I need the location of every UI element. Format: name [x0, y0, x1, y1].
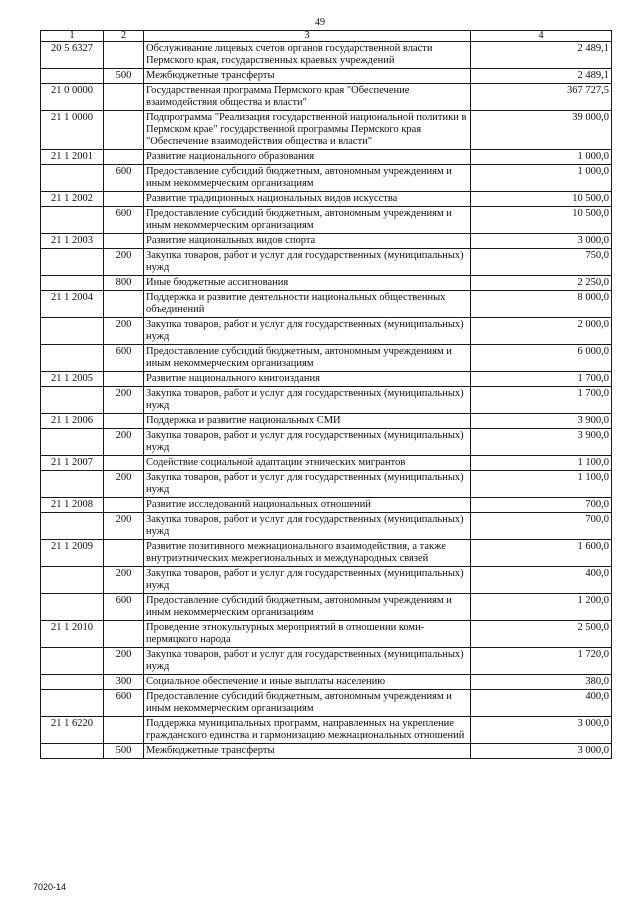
description-cell: Закупка товаров, работ и услуг для государственных (муниципальных) нужд: [144, 429, 471, 456]
expense-type-cell: 800: [104, 276, 144, 291]
expense-type-cell: [104, 717, 144, 744]
description-cell: Закупка товаров, работ и услуг для государственных (муниципальных) нужд: [144, 249, 471, 276]
header-col-3: 3: [144, 31, 471, 42]
table-body: [41, 42, 612, 759]
code-cell: [41, 207, 104, 234]
code-cell: 21 1 6220: [41, 717, 104, 744]
expense-type-cell: 600: [104, 594, 144, 621]
expense-type-cell: 200: [104, 318, 144, 345]
code-cell: 21 1 2004: [41, 291, 104, 318]
code-cell: [41, 276, 104, 291]
table-row: [41, 594, 612, 621]
code-cell: [41, 429, 104, 456]
table-row: [41, 291, 612, 318]
code-cell: 21 1 2002: [41, 192, 104, 207]
amount-cell: 3 000,0: [471, 234, 612, 249]
expense-type-cell: 600: [104, 207, 144, 234]
description-cell: Поддержка и развитие национальных СМИ: [144, 414, 471, 429]
amount-cell: 1 000,0: [471, 165, 612, 192]
code-cell: [41, 69, 104, 84]
table-row: [41, 387, 612, 414]
table-row: [41, 567, 612, 594]
expense-type-cell: [104, 540, 144, 567]
expense-type-cell: 200: [104, 429, 144, 456]
header-col-4: 4: [471, 31, 612, 42]
table-row: [41, 150, 612, 165]
expense-type-cell: 300: [104, 675, 144, 690]
expense-type-cell: 200: [104, 648, 144, 675]
amount-cell: 3 000,0: [471, 717, 612, 744]
expense-type-cell: 600: [104, 165, 144, 192]
table-row: [41, 276, 612, 291]
code-cell: 21 1 2010: [41, 621, 104, 648]
table-row: [41, 42, 612, 69]
amount-cell: 367 727,5: [471, 84, 612, 111]
amount-cell: 39 000,0: [471, 111, 612, 150]
code-cell: 21 1 2008: [41, 498, 104, 513]
table-row: [41, 621, 612, 648]
description-cell: Развитие национального книгоиздания: [144, 372, 471, 387]
table-row: [41, 513, 612, 540]
code-cell: [41, 387, 104, 414]
amount-cell: 750,0: [471, 249, 612, 276]
code-cell: 21 1 2007: [41, 456, 104, 471]
expense-type-cell: 600: [104, 345, 144, 372]
code-cell: 21 1 2001: [41, 150, 104, 165]
expense-type-cell: [104, 291, 144, 318]
description-cell: Предоставление субсидий бюджетным, автономным учреждениям и иным некоммерческим организациям: [144, 345, 471, 372]
amount-cell: 1 600,0: [471, 540, 612, 567]
table-row: [41, 69, 612, 84]
table-row: [41, 84, 612, 111]
description-cell: Предоставление субсидий бюджетным, автономным учреждениям и иным некоммерческим организациям: [144, 690, 471, 717]
description-cell: Закупка товаров, работ и услуг для государственных (муниципальных) нужд: [144, 471, 471, 498]
expense-type-cell: 200: [104, 567, 144, 594]
amount-cell: 10 500,0: [471, 207, 612, 234]
expense-type-cell: [104, 372, 144, 387]
table-header: [41, 31, 612, 42]
table-row: [41, 249, 612, 276]
amount-cell: 1 000,0: [471, 150, 612, 165]
amount-cell: 1 100,0: [471, 456, 612, 471]
expense-type-cell: 500: [104, 744, 144, 759]
code-cell: 21 1 0000: [41, 111, 104, 150]
amount-cell: 700,0: [471, 498, 612, 513]
description-cell: Содействие социальной адаптации этнических мигрантов: [144, 456, 471, 471]
expense-type-cell: 200: [104, 387, 144, 414]
expense-type-cell: [104, 234, 144, 249]
table-row: [41, 414, 612, 429]
table-row: [41, 675, 612, 690]
table-row: [41, 372, 612, 387]
table-row: [41, 111, 612, 150]
description-cell: Развитие национального образования: [144, 150, 471, 165]
header-col-1: 1: [41, 31, 104, 42]
code-cell: [41, 249, 104, 276]
amount-cell: 1 700,0: [471, 372, 612, 387]
table-row: [41, 345, 612, 372]
code-cell: [41, 345, 104, 372]
description-cell: Поддержка муниципальных программ, направленных на укрепление гражданского единства и гармонизацию межнациональных отношений: [144, 717, 471, 744]
expense-type-cell: [104, 150, 144, 165]
expense-type-cell: [104, 192, 144, 207]
code-cell: 21 1 2003: [41, 234, 104, 249]
description-cell: Развитие традиционных национальных видов искусства: [144, 192, 471, 207]
table-row: [41, 318, 612, 345]
amount-cell: 380,0: [471, 675, 612, 690]
amount-cell: 2 000,0: [471, 318, 612, 345]
expense-type-cell: [104, 84, 144, 111]
amount-cell: 3 900,0: [471, 429, 612, 456]
description-cell: Закупка товаров, работ и услуг для государственных (муниципальных) нужд: [144, 567, 471, 594]
table-row: [41, 207, 612, 234]
amount-cell: 1 720,0: [471, 648, 612, 675]
amount-cell: 2 250,0: [471, 276, 612, 291]
expense-type-cell: 200: [104, 513, 144, 540]
description-cell: Предоставление субсидий бюджетным, автономным учреждениям и иным некоммерческим организациям: [144, 165, 471, 192]
expense-type-cell: 600: [104, 690, 144, 717]
document-code: 7020-14: [33, 882, 67, 892]
expense-type-cell: [104, 498, 144, 513]
table-row: [41, 234, 612, 249]
expense-type-cell: [104, 42, 144, 69]
description-cell: Закупка товаров, работ и услуг для государственных (муниципальных) нужд: [144, 387, 471, 414]
table-row: [41, 165, 612, 192]
description-cell: Закупка товаров, работ и услуг для государственных (муниципальных) нужд: [144, 648, 471, 675]
expense-type-cell: [104, 414, 144, 429]
description-cell: Развитие исследований национальных отношений: [144, 498, 471, 513]
code-cell: 20 5 6327: [41, 42, 104, 69]
code-cell: [41, 594, 104, 621]
amount-cell: 700,0: [471, 513, 612, 540]
code-cell: 21 1 2009: [41, 540, 104, 567]
code-cell: [41, 567, 104, 594]
description-cell: Иные бюджетные ассигнования: [144, 276, 471, 291]
code-cell: [41, 318, 104, 345]
description-cell: Межбюджетные трансферты: [144, 744, 471, 759]
amount-cell: 400,0: [471, 567, 612, 594]
code-cell: [41, 744, 104, 759]
description-cell: Подпрограмма "Реализация государственной национальной политики в Пермском крае" государственной программы Пермского края "Обеспечение взаимодействия общества и власти": [144, 111, 471, 150]
expense-type-cell: 500: [104, 69, 144, 84]
amount-cell: 10 500,0: [471, 192, 612, 207]
table-row: [41, 192, 612, 207]
amount-cell: 1 200,0: [471, 594, 612, 621]
code-cell: [41, 675, 104, 690]
expense-type-cell: [104, 621, 144, 648]
description-cell: Предоставление субсидий бюджетным, автономным учреждениям и иным некоммерческим организациям: [144, 594, 471, 621]
amount-cell: 2 500,0: [471, 621, 612, 648]
amount-cell: 2 489,1: [471, 69, 612, 84]
description-cell: Обслуживание лицевых счетов органов государственной власти Пермского края, государственных краевых учреждений: [144, 42, 471, 69]
code-cell: [41, 648, 104, 675]
table-row: [41, 744, 612, 759]
amount-cell: 2 489,1: [471, 42, 612, 69]
description-cell: Развитие позитивного межнационального взаимодействия, а также внутриэтнических межрегиональных и международных связей: [144, 540, 471, 567]
description-cell: Социальное обеспечение и иные выплаты населению: [144, 675, 471, 690]
table-row: [41, 717, 612, 744]
code-cell: 21 1 2006: [41, 414, 104, 429]
description-cell: Закупка товаров, работ и услуг для государственных (муниципальных) нужд: [144, 318, 471, 345]
expense-type-cell: 200: [104, 249, 144, 276]
description-cell: Поддержка и развитие деятельности национальных общественных объединений: [144, 291, 471, 318]
code-cell: [41, 690, 104, 717]
description-cell: Государственная программа Пермского края "Обеспечение взаимодействия общества и власти": [144, 84, 471, 111]
description-cell: Развитие национальных видов спорта: [144, 234, 471, 249]
code-cell: [41, 513, 104, 540]
table-row: [41, 456, 612, 471]
budget-table: [40, 30, 612, 759]
amount-cell: 6 000,0: [471, 345, 612, 372]
amount-cell: 8 000,0: [471, 291, 612, 318]
amount-cell: 3 000,0: [471, 744, 612, 759]
table-row: [41, 690, 612, 717]
table-row: [41, 429, 612, 456]
header-col-2: 2: [104, 31, 144, 42]
page-number: 49: [315, 17, 325, 28]
description-cell: Межбюджетные трансферты: [144, 69, 471, 84]
table-row: [41, 471, 612, 498]
table-row: [41, 648, 612, 675]
amount-cell: 400,0: [471, 690, 612, 717]
amount-cell: 3 900,0: [471, 414, 612, 429]
amount-cell: 1 700,0: [471, 387, 612, 414]
description-cell: Закупка товаров, работ и услуг для государственных (муниципальных) нужд: [144, 513, 471, 540]
code-cell: [41, 471, 104, 498]
code-cell: 21 0 0000: [41, 84, 104, 111]
code-cell: [41, 165, 104, 192]
table-row: [41, 540, 612, 567]
expense-type-cell: [104, 111, 144, 150]
table-row: [41, 498, 612, 513]
expense-type-cell: [104, 456, 144, 471]
amount-cell: 1 100,0: [471, 471, 612, 498]
description-cell: Проведение этнокультурных мероприятий в отношении коми-пермяцкого народа: [144, 621, 471, 648]
description-cell: Предоставление субсидий бюджетным, автономным учреждениям и иным некоммерческим организациям: [144, 207, 471, 234]
code-cell: 21 1 2005: [41, 372, 104, 387]
expense-type-cell: 200: [104, 471, 144, 498]
